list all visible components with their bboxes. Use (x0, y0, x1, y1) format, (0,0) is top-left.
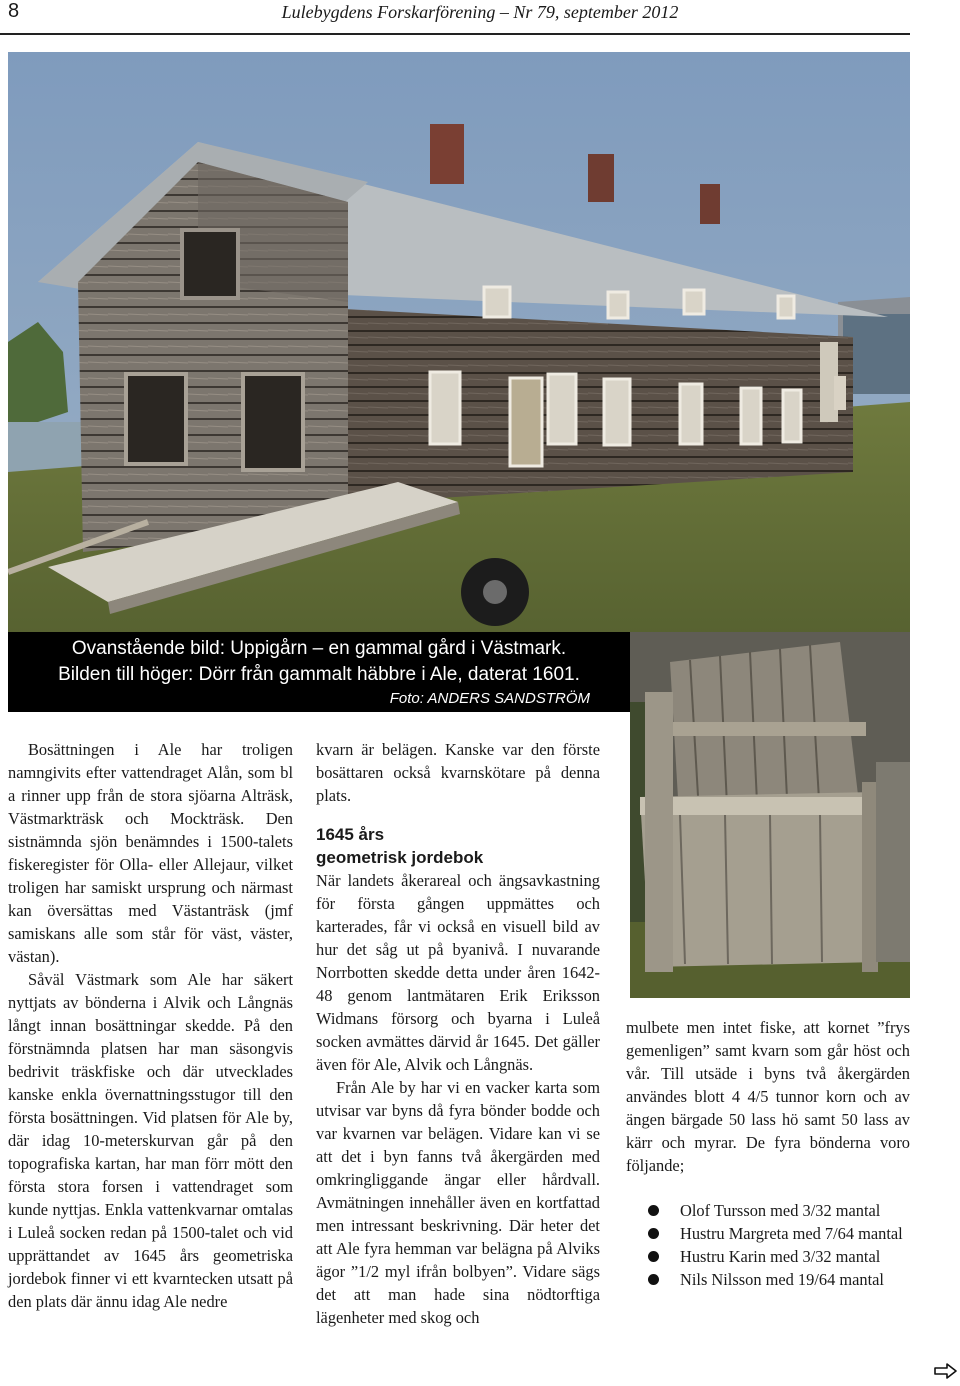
list-item-text: Hustru Margreta med 7/64 mantal (680, 1224, 903, 1243)
paragraph: När landets åkerareal och ängsavkastning för första gången uppmättes och karterades, får vi också en visuell bild av hur det såg ut på byanivå. I nuvarande Norrbotten skedde detta under åren 1642-48 genom lantmätaren Erik Eriksson Widmans försorg och byarna i Luleå socken avmättes därvid år 1645. Det gäller även för Ale, Alvik och Långnäs. (316, 871, 600, 1074)
page-number: 8 (8, 0, 20, 22)
article-column-1 (8, 738, 293, 1313)
list-item-text: Olof Tursson med 3/32 mantal (680, 1201, 881, 1220)
farmer-list (626, 1199, 910, 1291)
photo-credit: Foto: ANDERS SANDSTRÖM (389, 690, 590, 707)
list-item-text: Nils Nilsson med 19/64 mantal (680, 1270, 884, 1289)
bullet-icon (648, 1205, 659, 1216)
paragraph: Från Ale by har vi en vacker karta som utvisar var byns då fyra bönder bodde och var kvarnen var belägen. Vidare kan vi se att det i byn fanns två åkergärden med omkringliggande ängar eller hårdvall. Avmätningen innehåller även en kortfattad men intressant beskrivning. Där heter det att Ale fyra hemman var belägna på Alviks ägor ”1/2 myl ifrån bolbyen”. Vidare sägs det att man hade sina nödtorftiga lägenheter med skog och (316, 1078, 600, 1327)
bullet-icon (648, 1251, 659, 1262)
list-item (626, 1245, 910, 1268)
running-header: Lulebygdens Forskarförening – Nr 79, september 2012 (281, 2, 679, 22)
section-heading (316, 823, 600, 869)
caption-line-1: Ovanstående bild: Uppigårn – en gammal gård i Västmark. (71, 638, 567, 659)
article-column-2 (316, 738, 600, 1329)
caption-line-2: Bilden till höger: Dörr från gammalt häbbre i Ale, daterat 1601. (58, 664, 580, 685)
photo-caption (8, 632, 630, 712)
header-rule (0, 33, 910, 35)
section-heading-line-1: 1645 års (316, 825, 385, 844)
bullet-icon (648, 1228, 659, 1239)
bullet-icon (648, 1274, 659, 1285)
paragraph: kvarn är belägen. Kanske var den förste bosättaren också kvarnskötare på denna plats. (316, 740, 600, 805)
farmhouse-photo (8, 52, 910, 712)
paragraph: Bosättningen i Ale har troligen namngivits efter vattendraget Alån, som bl a rinner upp från de stora sjöarna Alträsk, Västmarkträsk och Mockträsk. Den sistnämnda sjön benämndes i 1500-talets fiskeregister för Olla- eller Allejaur, vilket troligen har samiskt ursprung och närmast kan översättas med Västanträsk (jmf samiskans alle som står för väst, väster, västan). (8, 740, 293, 966)
list-item (626, 1199, 910, 1222)
paragraph: Såväl Västmark som Ale har säkert nyttjats av bönderna i Alvik och Långnäs långt innan bosättningar skedde. På den förstnämnda platsen har man säsongvis bedrivit träskfiske och där utvecklades kanske enkla övernattningsstugor till den första bosättningen. Vid platsen för Ale by, där idag 10-meterskurvan går på den topografiska kartan, har man förr mött den första stora forsen i vattendraget som kunde nyttjas. Enkla vattenkvarnar omtalas i Luleå socken redan på 1500-talet och vid upprättandet av 1645 års geometriska jordebok finner vi ett kvarntecken utsatt på den plats där ännu idag Ale nedre (8, 970, 293, 1311)
list-item (626, 1268, 910, 1291)
article-column-3 (626, 1016, 910, 1291)
door-photo (630, 632, 910, 998)
right-arrow-icon (934, 1362, 958, 1380)
section-heading-line-2: geometrisk jordebok (316, 848, 484, 867)
paragraph: mulbete men intet fiske, att kornet ”frys gemenligen” samt kvarn som går höst och vår. Till utsäde i byns två åkergärden användes blott 4 4/5 tunnor korn och av ängen bärgade 50 lass hö samt 50 lass av kärr och myrar. De fyra bönderna voro följande; (626, 1018, 910, 1175)
list-item-text: Hustru Karin med 3/32 mantal (680, 1247, 881, 1266)
list-item (626, 1222, 910, 1245)
